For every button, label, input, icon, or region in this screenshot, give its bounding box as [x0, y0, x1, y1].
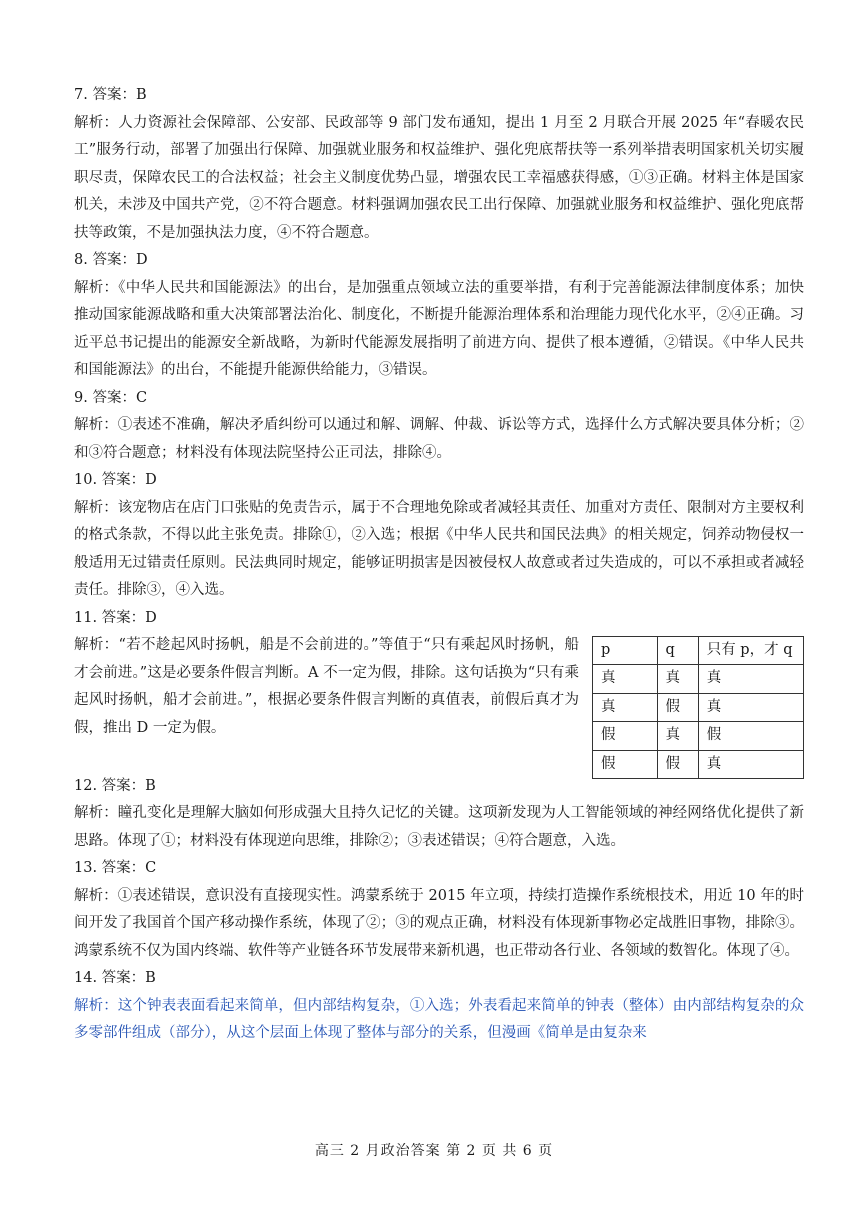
question-8 — [74, 247, 804, 385]
question-7 — [74, 82, 804, 247]
question-13 — [74, 855, 804, 965]
truth-table-header — [593, 636, 804, 665]
table-row — [593, 693, 804, 722]
answer-content — [74, 82, 804, 1048]
answer-line: 8. 答案：D — [74, 252, 148, 268]
table-cell: 假 — [593, 722, 658, 751]
explanation-text: 解析：人力资源社会保障部、公安部、民政部等 9 部门发布通知，提出 1 月至 2 月联合开展 2025 年“春暖农民工”服务行动，部署了加强出行保障、加强就业服务和权益维护、强化兜底帮扶等一系列举措表明国家机关切实履职尽责，保障农民工的合法权益；社会主义制度优势凸显，增强农民工幸福感获得感，①③正确。材料主体是国家机关，未涉及中国共产党，②不符合题意。材料强调加强农民工出行保障、加强就业服务和权益维护、强化兜底帮扶等政策，不是加强执法力度，④不符合题意。 — [74, 114, 804, 241]
question-14 — [74, 965, 804, 1048]
answer-line: 12. 答案：B — [74, 777, 156, 794]
table-cell: 假 — [593, 750, 658, 779]
explanation-text: 解析：“若不趁起风时扬帆，船是不会前进的。”等值于“只有乘起风时扬帆，船才会前进。”这是必要条件假言判断。A 不一定为假，排除。这句话换为“只有乘起风时扬帆，船才会前进。”，根据必要条件假言判断的真值表，前假后真才为假，推出 D 一定为假。 — [74, 637, 579, 736]
question-9 — [74, 385, 804, 468]
explanation-text: 解析：该宠物店在店门口张贴的免责告示，属于不合理地免除或者减轻其责任、加重对方责任、限制对方主要权利的格式条款，不得以此主张免责。排除①，②入选；根据《中华人民共和国民法典》的相关规定，饲养动物侵权一般适用无过错责任原则。民法典同时规定，能够证明损害是因被侵权人故意或者过失造成的，可以不承担或者减轻责任。排除③，④入选。 — [74, 499, 804, 598]
explanation-text: 解析：①表述不准确，解决矛盾纠纷可以通过和解、调解、仲裁、诉讼等方式，选择什么方式解决要具体分析；②和③符合题意；材料没有体现法院坚持公正司法，排除④。 — [74, 417, 804, 461]
table-cell: 真 — [698, 750, 803, 779]
answer-line: 7. 答案：B — [74, 87, 147, 103]
table-cell: 真 — [657, 722, 698, 751]
table-cell: 真 — [593, 665, 658, 694]
table-cell: 真 — [698, 665, 803, 694]
header-cell-p: p — [593, 636, 658, 665]
header-cell-result: 只有 p，才 q — [698, 636, 803, 665]
answer-line: 10. 答案：D — [74, 472, 157, 488]
answer-line: 9. 答案：C — [74, 389, 148, 406]
question-12 — [74, 773, 804, 856]
answer-line: 13. 答案：C — [74, 860, 157, 876]
page-footer: 高三 2 月政治答案 第 2 页 共 6 页 — [314, 1143, 554, 1159]
explanation-text-highlighted: 解析：这个钟表表面看起来简单，但内部结构复杂，①入选；外表看起来简单的钟表（整体）由内部结构复杂的众多零部件组成（部分），从这个层面上体现了整体与部分的关系，但漫画《简单是由复杂来 — [74, 997, 804, 1041]
table-row — [593, 665, 804, 694]
table-row — [593, 750, 804, 779]
table-cell: 真 — [657, 665, 698, 694]
answer-line: 11. 答案：D — [74, 609, 157, 626]
explanation-text: 解析：瞳孔变化是理解大脑如何形成强大且持久记忆的关键。这项新发现为人工智能领域的神经网络优化提供了新思路。体现了①；材料没有体现逆向思维，排除②；③表述错误；④符合题意，入选。 — [74, 805, 804, 849]
table-cell: 真 — [593, 693, 658, 722]
question-10 — [74, 467, 804, 605]
question-11 — [74, 605, 804, 773]
explanation-text: 解析：①表述错误，意识没有直接现实性。鸿蒙系统于 2015 年立项，持续打造操作系统根技术，用近 10 年的时间开发了我国首个国产移动操作系统，体现了②；③的观点正确，材料没有体现新事物必定战胜旧事物，排除③。鸿蒙系统不仅为国内终端、软件等产业链各环节发展带来新机遇，也正带动各行业、各领域的数智化。体现了④。 — [74, 887, 804, 959]
table-cell: 真 — [698, 693, 803, 722]
truth-table — [592, 636, 804, 780]
explanation-text: 解析：《中华人民共和国能源法》的出台，是加强重点领域立法的重要举措，有利于完善能源法律制度体系；加快推动国家能源战略和重大决策部署法治化、制度化，不断提升能源治理体系和治理能力现代化水平，②④正确。习近平总书记提出的能源安全新战略，为新时代能源发展指明了前进方向、提供了根本遵循，②错误。《中华人民共和国能源法》的出台，不能提升能源供给能力，③错误。 — [74, 279, 804, 378]
table-cell: 假 — [657, 750, 698, 779]
table-cell: 假 — [698, 722, 803, 751]
table-cell: 假 — [657, 693, 698, 722]
answer-line: 14. 答案：B — [74, 970, 156, 986]
header-cell-q: q — [657, 636, 698, 665]
table-row — [593, 722, 804, 751]
